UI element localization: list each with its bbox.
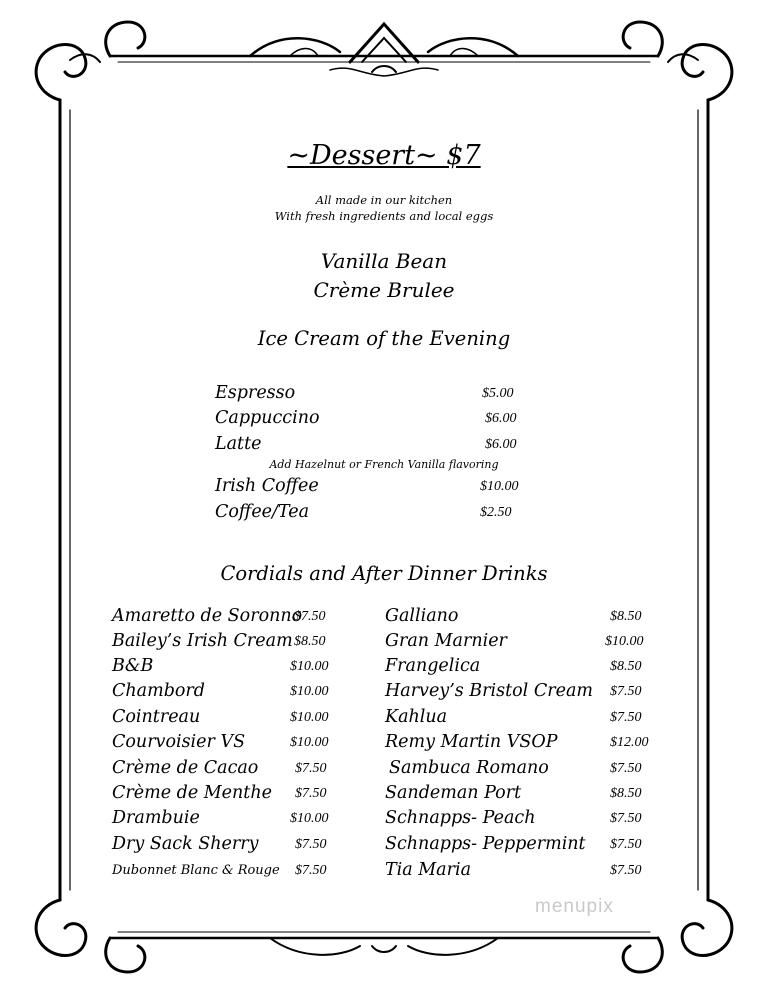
item-name: Frangelica bbox=[385, 656, 481, 676]
item-name: Chambord bbox=[112, 681, 205, 701]
item-price: $7.50 bbox=[294, 609, 326, 624]
item-price: $7.50 bbox=[295, 863, 327, 878]
watermark: menupix bbox=[535, 896, 614, 917]
item-name: Drambuie bbox=[112, 808, 200, 828]
item-price: $10.00 bbox=[290, 710, 329, 725]
item-price: $7.50 bbox=[610, 710, 642, 725]
item-name: Irish Coffee bbox=[215, 476, 319, 496]
item-price: $10.00 bbox=[290, 811, 329, 826]
item-price: $7.50 bbox=[295, 761, 327, 776]
item-price: $10.00 bbox=[290, 684, 329, 699]
flavor-note: Add Hazelnut or French Vanilla flavoring bbox=[269, 458, 499, 471]
cordials-heading: Cordials and After Dinner Drinks bbox=[220, 562, 548, 585]
item-name: Espresso bbox=[215, 383, 296, 403]
item-price: $8.50 bbox=[610, 659, 642, 674]
item-price: $7.50 bbox=[610, 684, 642, 699]
dessert-item: Vanilla Bean bbox=[320, 249, 448, 273]
item-price: $7.50 bbox=[610, 811, 642, 826]
page-title: ~Dessert~ $7 bbox=[287, 140, 481, 171]
item-name: Bailey’s Irish Cream bbox=[112, 631, 293, 651]
item-name: Gran Marnier bbox=[385, 631, 507, 651]
item-price: $10.00 bbox=[480, 479, 519, 494]
item-price: $8.50 bbox=[610, 609, 642, 624]
item-price: $7.50 bbox=[295, 786, 327, 801]
item-name: Amaretto de Soronno bbox=[112, 606, 303, 626]
item-price: $8.50 bbox=[294, 634, 326, 649]
item-name: Dry Sack Sherry bbox=[112, 834, 259, 854]
item-price: $7.50 bbox=[295, 837, 327, 852]
ice-cream-heading: Ice Cream of the Evening bbox=[257, 327, 511, 350]
item-name: Crème de Menthe bbox=[112, 783, 272, 803]
item-price: $10.00 bbox=[605, 634, 644, 649]
item-price: $2.50 bbox=[480, 505, 512, 520]
item-price: $7.50 bbox=[610, 863, 642, 878]
item-name: Cointreau bbox=[112, 707, 201, 727]
item-price: $7.50 bbox=[610, 837, 642, 852]
dessert-item: Crème Brulee bbox=[313, 278, 455, 302]
item-price: $10.00 bbox=[290, 659, 329, 674]
item-name: Kahlua bbox=[385, 707, 448, 727]
item-name: Schnapps- Peach bbox=[385, 808, 536, 828]
item-name: Crème de Cacao bbox=[112, 758, 259, 778]
item-price: $5.00 bbox=[482, 386, 514, 401]
item-name: Cappuccino bbox=[215, 408, 320, 428]
item-name: Courvoisier VS bbox=[112, 732, 246, 752]
item-price: $6.00 bbox=[485, 437, 517, 452]
item-name: Latte bbox=[215, 434, 262, 454]
item-price: $7.50 bbox=[610, 761, 642, 776]
subtitle-line-1: All made in our kitchen bbox=[315, 193, 453, 207]
item-name: Schnapps- Peppermint bbox=[385, 834, 586, 854]
item-price: $8.50 bbox=[610, 786, 642, 801]
item-name: Harvey’s Bristol Cream bbox=[385, 681, 593, 701]
item-name: Remy Martin VSOP bbox=[385, 732, 558, 752]
subtitle-line-2: With fresh ingredients and local eggs bbox=[274, 209, 494, 223]
item-name: Sandeman Port bbox=[385, 783, 522, 803]
item-price: $10.00 bbox=[290, 735, 329, 750]
item-name: Galliano bbox=[385, 606, 459, 626]
item-name: Tia Maria bbox=[385, 860, 472, 880]
item-price: $12.00 bbox=[610, 735, 649, 750]
item-price: $6.00 bbox=[485, 411, 517, 426]
item-name: B&B bbox=[112, 656, 154, 676]
item-name: Coffee/Tea bbox=[215, 502, 310, 522]
item-name: Sambuca Romano bbox=[389, 758, 549, 778]
item-name: Dubonnet Blanc & Rouge bbox=[112, 863, 280, 878]
